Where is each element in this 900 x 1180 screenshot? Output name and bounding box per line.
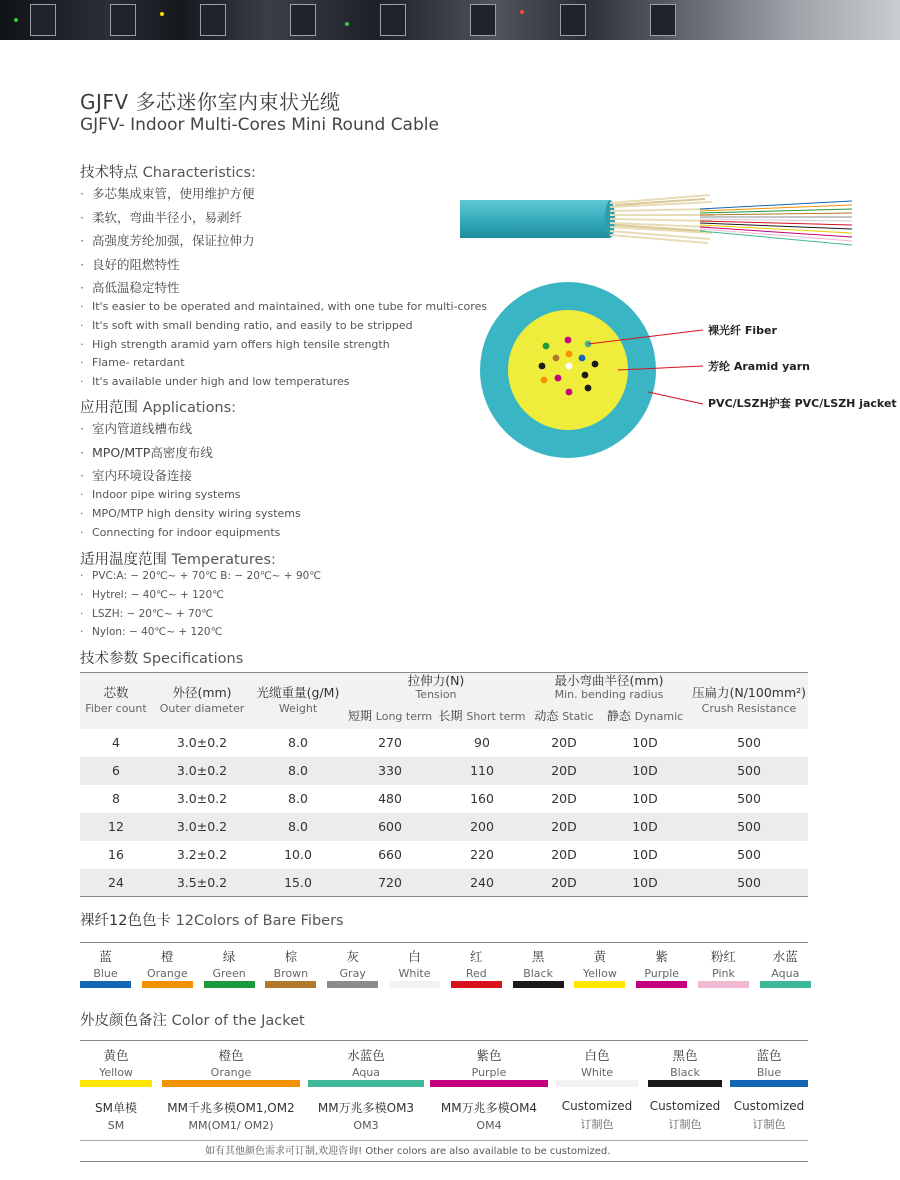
rack-graphic bbox=[200, 4, 226, 36]
list-item: · MPO/MTP high density wiring systems bbox=[80, 505, 301, 524]
color-name-cn: 黄色 bbox=[103, 1048, 129, 1063]
list-item: · 柔软，弯曲半径小，易剥纤 bbox=[80, 206, 255, 230]
temperatures-heading bbox=[80, 548, 276, 569]
color-name-en: Aqua bbox=[351, 1066, 381, 1079]
aramid-core bbox=[508, 310, 628, 430]
specifications-heading bbox=[80, 647, 243, 668]
list-item: · 高强度芳纶加强，保证拉伸力 bbox=[80, 229, 255, 253]
heading-en: Temperatures: bbox=[171, 552, 276, 568]
color-name-cn: 蓝 bbox=[99, 949, 112, 964]
fiber-type-sublabel: 订制色 bbox=[580, 1118, 614, 1131]
color-name-en: Blue bbox=[756, 1066, 782, 1079]
bare-fibers bbox=[700, 201, 852, 245]
color-name-cn: 红 bbox=[470, 949, 483, 964]
led-icon bbox=[160, 12, 164, 16]
header-tension: 拉伸力(N) Tension bbox=[344, 673, 528, 703]
rack-graphic bbox=[380, 4, 406, 36]
color-name-cn: 灰 bbox=[346, 949, 359, 964]
heading-en: Color of the Jacket bbox=[171, 1013, 305, 1029]
fiber-type-label: Customized bbox=[649, 1099, 721, 1113]
color-bar bbox=[327, 981, 378, 988]
color-bar bbox=[648, 1080, 722, 1087]
temperatures-list bbox=[80, 567, 321, 642]
color-bar bbox=[389, 981, 440, 988]
color-name-cn: 紫色 bbox=[476, 1048, 502, 1063]
color-name-en: Brown bbox=[273, 967, 309, 980]
color-name-cn: 粉红 bbox=[710, 949, 736, 964]
list-item: · PVC:A: − 20℃~ + 70℃ B: − 20℃~ + 90℃ bbox=[80, 567, 321, 586]
color-bar bbox=[80, 1080, 152, 1087]
header-crush: 压扁力(N/100mm²) Crush Resistance bbox=[690, 673, 808, 729]
fiber-type-sublabel: OM3 bbox=[353, 1119, 379, 1132]
fiber-color-swatch bbox=[760, 943, 811, 980]
color-name-cn: 黄 bbox=[593, 949, 607, 964]
fiber-type-label: MM千兆多模OM1,OM2 bbox=[167, 1101, 295, 1115]
list-item: · It's available under high and low temperatures bbox=[80, 373, 487, 392]
color-bar bbox=[513, 981, 564, 988]
jacket-color-chart bbox=[80, 1040, 808, 1132]
header-short-term: 长期 Short term bbox=[436, 703, 528, 729]
led-icon bbox=[14, 18, 18, 22]
table-row: 24 3.5±0.2 15.0 720 240 20D 10D 500 bbox=[80, 869, 808, 897]
fiber-type-sublabel: OM4 bbox=[476, 1119, 502, 1132]
cable-cross-section bbox=[478, 280, 897, 460]
table-row: 16 3.2±0.2 10.0 660 220 20D 10D 500 bbox=[108, 847, 761, 862]
list-item: · Indoor pipe wiring systems bbox=[80, 486, 301, 505]
color-name-cn: 水蓝 bbox=[772, 949, 798, 964]
color-name-cn: 水蓝色 bbox=[347, 1048, 385, 1063]
list-item: · Nylon: − 40℃~ + 120℃ bbox=[80, 623, 321, 642]
header-fiber-count: 芯数 Fiber count bbox=[80, 673, 152, 729]
table-row: 6 3.0±0.2 8.0 330 110 20D 10D 500 bbox=[80, 757, 808, 785]
fiber-color-chart bbox=[80, 942, 808, 980]
table-row: 4 3.0±0.2 8.0 270 90 20D 10D 500 bbox=[112, 735, 761, 750]
rack-graphic bbox=[470, 4, 496, 36]
characteristics-cn-list bbox=[80, 182, 255, 300]
list-item: · LSZH: − 20℃~ + 70℃ bbox=[80, 605, 321, 624]
heading-en: Applications: bbox=[142, 400, 237, 416]
fiber-type-label: Customized bbox=[561, 1099, 633, 1113]
color-name-en: Pink bbox=[712, 967, 735, 980]
fiber-color-swatch bbox=[142, 943, 193, 980]
fiber-color-swatch bbox=[574, 943, 625, 980]
header-weight: 光缆重量(g/M) Weight bbox=[252, 673, 344, 729]
page-title-en: GJFV- Indoor Multi-Cores Mini Round Cable bbox=[80, 115, 439, 135]
fiber-type-sublabel: MM(OM1/ OM2) bbox=[188, 1119, 274, 1132]
label-jacket: PVC/LSZH护套 PVC/LSZH jacket bbox=[708, 397, 897, 410]
color-name-cn: 白色 bbox=[584, 1048, 610, 1063]
color-name-en: Purple bbox=[471, 1066, 507, 1079]
jacket-footnote: 如有其他颜色需求可订制,欢迎咨询! Other colors are also available to be customized. bbox=[80, 1140, 808, 1162]
header-static: 动态 Static bbox=[528, 703, 600, 729]
color-bar bbox=[308, 1080, 424, 1087]
list-item: · It's easier to be operated and maintained, with one tube for multi-cores bbox=[80, 298, 487, 317]
characteristics-en-list bbox=[80, 298, 487, 392]
fiber-type-sublabel: 订制色 bbox=[752, 1118, 786, 1131]
fiber-colors-heading bbox=[80, 909, 344, 930]
color-name-en: Yellow bbox=[582, 967, 617, 980]
jacket-color-swatch bbox=[430, 1041, 548, 1132]
fiber-type-label: SM单模 bbox=[95, 1101, 137, 1115]
color-name-cn: 棕 bbox=[284, 949, 298, 964]
color-name-en: Black bbox=[670, 1066, 700, 1079]
spec-table bbox=[80, 672, 808, 897]
rack-graphic bbox=[560, 4, 586, 36]
jacket-color-swatch bbox=[80, 1041, 152, 1132]
list-item: · Connecting for indoor equipments bbox=[80, 524, 301, 543]
heading-cn: 裸纤12色色卡 bbox=[80, 913, 171, 929]
color-bar bbox=[760, 981, 811, 988]
color-bar bbox=[430, 1080, 548, 1087]
label-aramid: 芳纶 Aramid yarn bbox=[708, 360, 810, 373]
fiber-type-sublabel: 订制色 bbox=[668, 1118, 702, 1131]
jacket-section bbox=[460, 200, 610, 238]
color-name-en: Aqua bbox=[771, 967, 800, 980]
color-name-en: Yellow bbox=[99, 1066, 133, 1079]
heading-cn: 技术特点 bbox=[80, 165, 138, 181]
color-bar bbox=[204, 981, 255, 988]
color-name-cn: 橙 bbox=[161, 949, 174, 964]
jacket-color-swatch bbox=[556, 1041, 638, 1132]
fiber-type-label: MM万兆多模OM4 bbox=[440, 1101, 538, 1115]
led-icon bbox=[345, 22, 349, 26]
heading-cn: 应用范围 bbox=[80, 400, 138, 416]
color-name-cn: 紫 bbox=[655, 949, 668, 964]
list-item: · 多芯集成束管，使用维护方便 bbox=[80, 182, 255, 206]
color-name-en: Orange bbox=[146, 967, 188, 980]
header-banner bbox=[0, 0, 900, 40]
color-bar bbox=[556, 1080, 638, 1087]
leader-jacket bbox=[648, 392, 703, 404]
color-bar bbox=[142, 981, 193, 988]
applications-heading bbox=[80, 396, 236, 417]
color-name-cn: 黑色 bbox=[672, 1048, 698, 1063]
heading-cn: 适用温度范围 bbox=[80, 552, 167, 568]
fiber-color-swatch bbox=[451, 943, 502, 980]
fiber-color-swatch bbox=[636, 943, 687, 980]
color-name-en: White bbox=[398, 967, 431, 980]
color-bar bbox=[730, 1080, 808, 1087]
label-fiber: 裸光纤 Fiber bbox=[708, 324, 777, 337]
list-item: · 室内环境设备连接 bbox=[80, 464, 213, 488]
color-name-cn: 白 bbox=[408, 949, 421, 964]
color-bar bbox=[636, 981, 687, 988]
fiber-type-label: MM万兆多模OM3 bbox=[317, 1101, 415, 1115]
color-bar bbox=[162, 1080, 300, 1087]
rack-graphic bbox=[30, 4, 56, 36]
header-bending: 最小弯曲半径(mm) Min. bending radius bbox=[528, 673, 690, 703]
jacket-color-swatch bbox=[308, 1041, 424, 1132]
color-name-en: Black bbox=[523, 967, 553, 980]
applications-cn-list bbox=[80, 417, 213, 488]
table-row: 12 3.0±0.2 8.0 600 200 20D 10D 500 bbox=[80, 813, 808, 841]
jacket-color-swatch bbox=[648, 1041, 722, 1132]
color-name-cn: 蓝色 bbox=[756, 1048, 782, 1063]
applications-en-list bbox=[80, 486, 301, 542]
fiber-color-swatch bbox=[698, 943, 749, 980]
list-item: · Flame- retardant bbox=[80, 354, 487, 373]
page-title-cn: GJFV 多芯迷你室内束状光缆 bbox=[80, 90, 341, 114]
color-name-en: Blue bbox=[93, 967, 118, 980]
rack-graphic bbox=[290, 4, 316, 36]
list-item: · 室内管道线槽布线 bbox=[80, 417, 213, 441]
jacket-color-swatch bbox=[162, 1041, 300, 1132]
color-name-en: Red bbox=[465, 967, 487, 980]
color-bar bbox=[698, 981, 749, 988]
heading-en: 12Colors of Bare Fibers bbox=[175, 913, 344, 929]
fiber-color-swatch bbox=[265, 943, 316, 980]
color-bar bbox=[574, 981, 625, 988]
list-item: · MPO/MTP高密度布线 bbox=[80, 441, 213, 465]
header-long-term: 短期 Long term bbox=[344, 703, 436, 729]
rack-graphic bbox=[650, 4, 676, 36]
color-name-en: Orange bbox=[210, 1066, 252, 1079]
color-bar bbox=[265, 981, 316, 988]
aramid-yarn bbox=[610, 195, 714, 243]
led-icon bbox=[520, 10, 524, 14]
characteristics-heading bbox=[80, 161, 256, 182]
list-item: · Hytrel: − 40℃~ + 120℃ bbox=[80, 586, 321, 605]
fiber-color-swatch bbox=[327, 943, 378, 980]
table-row: 8 3.0±0.2 8.0 480 160 20D 10D 500 bbox=[112, 791, 761, 806]
list-item: · High strength aramid yarn offers high tensile strength bbox=[80, 336, 487, 355]
color-name-en: Gray bbox=[339, 967, 366, 980]
color-name-cn: 橙色 bbox=[218, 1048, 244, 1063]
heading-cn: 技术参数 bbox=[80, 651, 138, 667]
color-name-cn: 黑 bbox=[531, 949, 545, 964]
list-item: · It's soft with small bending ratio, and easily to be stripped bbox=[80, 317, 487, 336]
color-name-en: Green bbox=[212, 967, 246, 980]
heading-en: Specifications bbox=[142, 651, 244, 667]
fiber-color-swatch bbox=[204, 943, 255, 980]
header-outer-diameter: 外径(mm) Outer diameter bbox=[152, 673, 252, 729]
color-bar bbox=[80, 981, 131, 988]
heading-cn: 外皮颜色备注 bbox=[80, 1013, 167, 1029]
fiber-color-swatch bbox=[513, 943, 564, 980]
fiber-color-swatch bbox=[80, 943, 131, 980]
heading-en: Characteristics: bbox=[142, 165, 256, 181]
header-dynamic: 静态 Dynamic bbox=[600, 703, 690, 729]
fiber-color-swatch bbox=[389, 943, 440, 980]
rack-graphic bbox=[110, 4, 136, 36]
jacket-colors-heading bbox=[80, 1009, 305, 1030]
color-name-cn: 绿 bbox=[222, 949, 236, 964]
color-name-en: White bbox=[581, 1066, 613, 1079]
jacket-color-swatch bbox=[730, 1041, 808, 1132]
fiber-type-label: Customized bbox=[733, 1099, 805, 1113]
color-name-en: Purple bbox=[644, 967, 680, 980]
color-bar bbox=[451, 981, 502, 988]
fiber-type-sublabel: SM bbox=[107, 1119, 125, 1132]
cable-side-illustration bbox=[460, 185, 860, 255]
list-item: · 高低温稳定特性 bbox=[80, 276, 255, 300]
list-item: · 良好的阻燃特性 bbox=[80, 253, 255, 277]
